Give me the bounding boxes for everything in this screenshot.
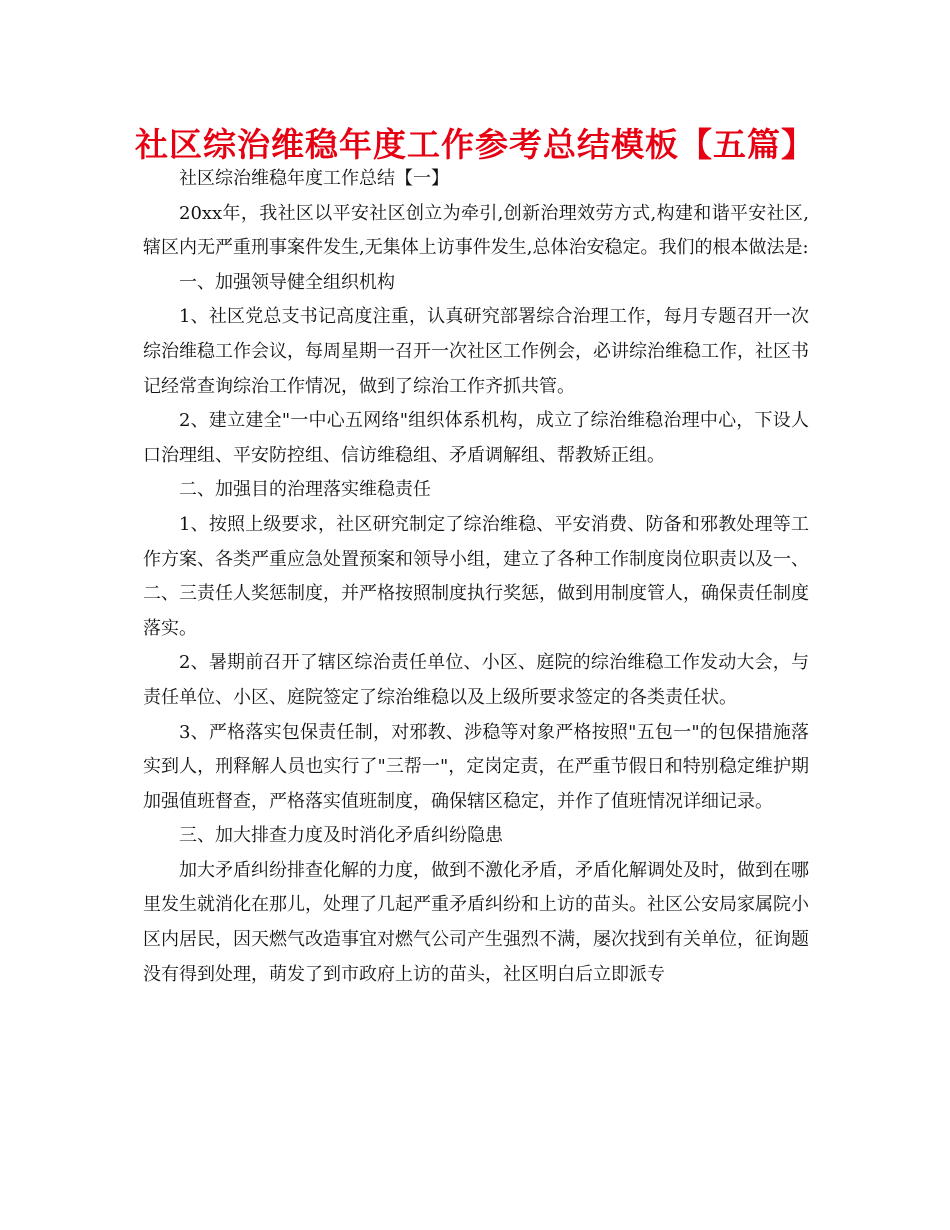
section-heading: 一、加强领导健全组织机构 — [179, 271, 395, 293]
paragraph: 20xx年，我社区以平安社区创立为牵引,创新治理效劳方式,构建和谐平安社区,辖区内无严重刑事案件发生,无集体上访事件发生,总体治安稳定。我们的根本做法是: — [143, 202, 809, 259]
paragraph: 2、暑期前召开了辖区综治责任单位、小区、庭院的综治维稳工作发动大会，与责任单位、小区、庭院签定了综治维稳以及上级所要求签定的各类责任状。 — [143, 652, 809, 708]
paragraph: 2、建立建全"一中心五网络"组织体系机构，成立了综治维稳治理中心，下设人口治理组、平安防控组、信访维稳组、矛盾调解组、帮教矫正组。 — [143, 410, 809, 466]
section-heading: 二、加强目的治理落实维稳责任 — [179, 479, 431, 501]
document-title: 社区综治维稳年度工作参考总结模板【五篇】 — [135, 125, 815, 164]
section-heading: 三、加大排查力度及时消化矛盾纠纷隐患 — [179, 825, 503, 847]
section-heading: 社区综治维稳年度工作总结【一】 — [179, 168, 449, 189]
paragraph: 1、社区党总支书记高度注重，认真研究部署综合治理工作，每月专题召开一次综治维稳工作会议，每周星期一召开一次社区工作例会，必讲综治维稳工作，社区书记经常查询综治工作情况，做到了综治工作齐抓共管。 — [143, 306, 809, 397]
paragraph: 1、按照上级要求，社区研究制定了综治维稳、平安消费、防备和邪教处理等工作方案、各类严重应急处置预案和领导小组，建立了各种工作制度岗位职责以及一、二、三责任人奖惩制度，并严格按照制度执行奖惩，做到用制度管人，确保责任制度落实。 — [143, 513, 809, 639]
paragraph: 3、严格落实包保责任制，对邪教、涉稳等对象严格按照"五包一"的包保措施落实到人，刑释解人员也实行了"三帮一"，定岗定责，在严重节假日和特别稳定维护期加强值班督查，严格落实值班制度，确保辖区稳定，并作了值班情况详细记录。 — [143, 721, 809, 812]
paragraph: 加大矛盾纠纷排查化解的力度，做到不激化矛盾，矛盾化解调处及时，做到在哪里发生就消化在那儿，处理了几起严重矛盾纠纷和上访的苗头。社区公安局家属院小区内居民，因天燃气改造事宜对燃气公司产生强烈不满，屡次找到有关单位，征询题没有得到处理，萌发了到市政府上访的苗头，社区明白后立即派专 — [143, 859, 809, 985]
document-body — [143, 162, 809, 992]
